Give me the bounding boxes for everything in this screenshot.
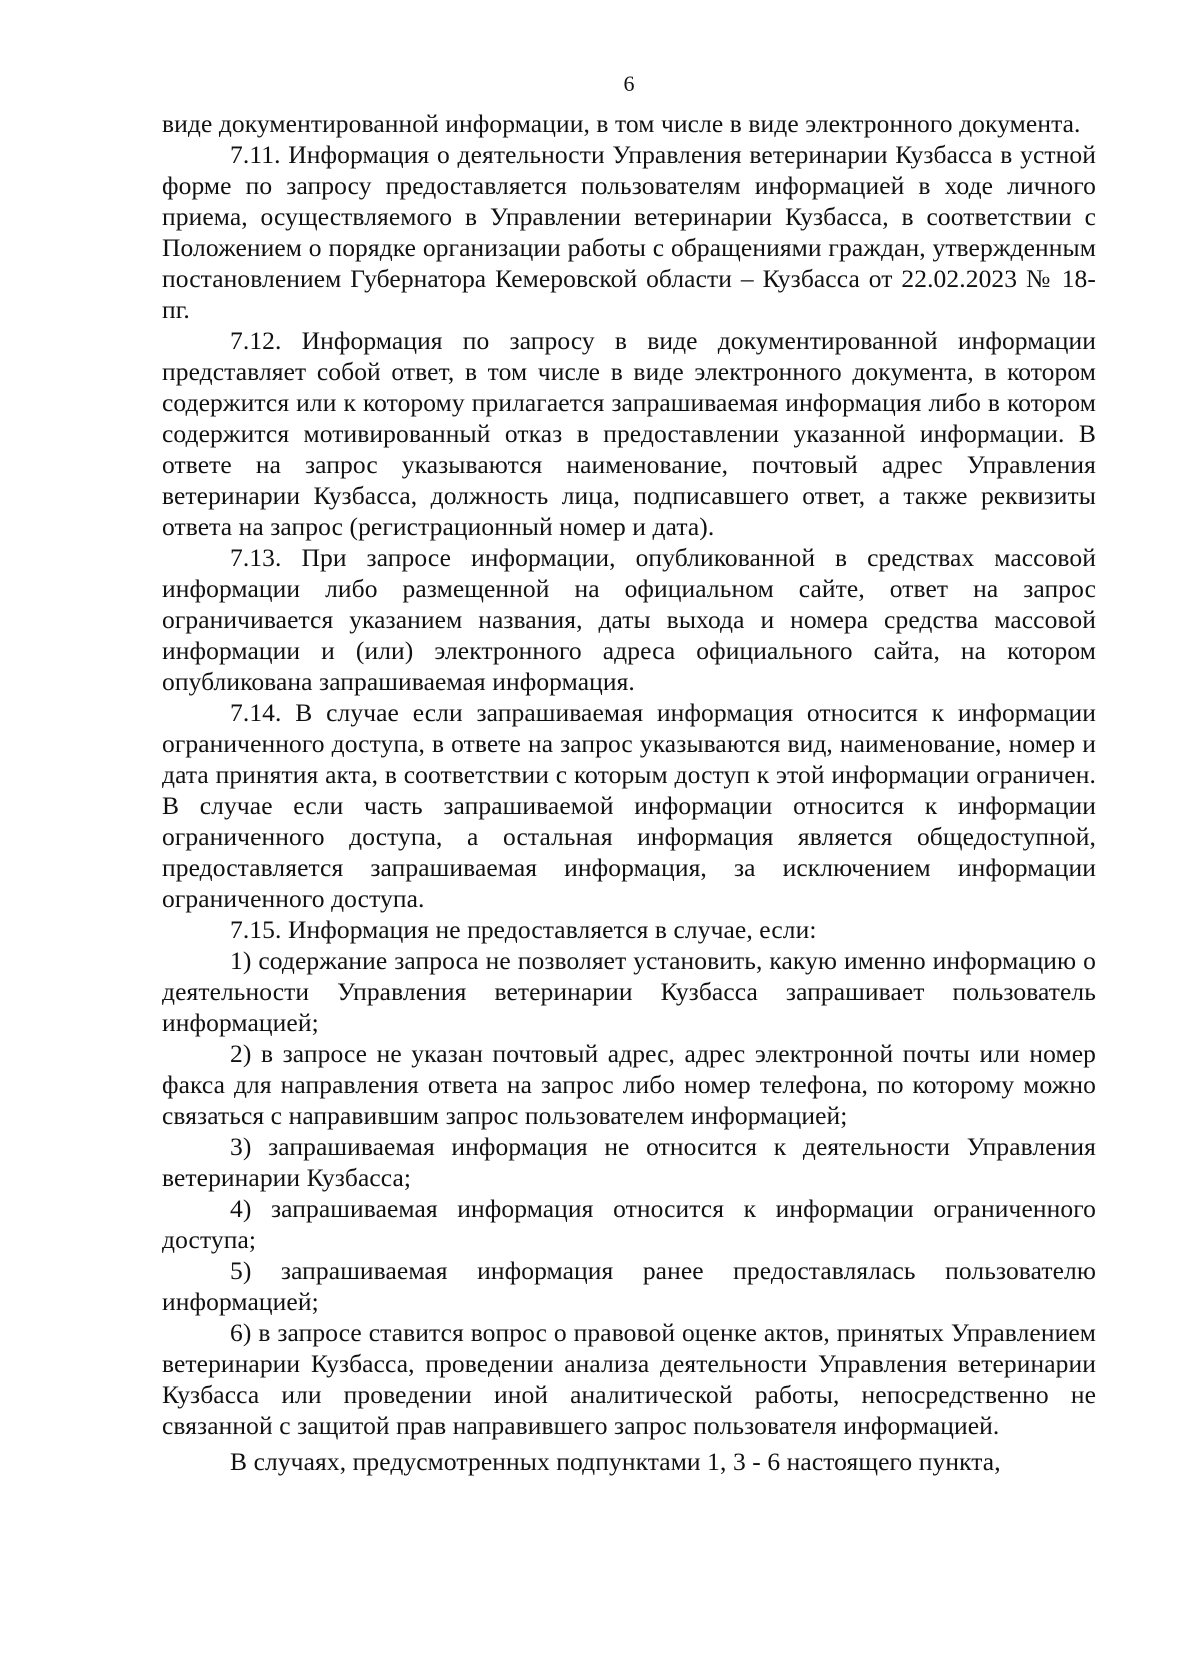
list-item-3: 3) запрашиваемая информация не относится к деятельности Управления ветеринарии Кузбасса; [162, 1132, 1096, 1192]
list-item-6: 6) в запросе ставится вопрос о правовой оценке актов, принятых Управлением ветеринарии Кузбасса, проведении анализа деятельности Управления ветеринарии Кузбасса или проведении иной аналитической работы, непосредственно не связанной с защитой прав направившего запрос пользователя информацией. [162, 1318, 1096, 1440]
paragraph-7-13: 7.13. При запросе информации, опубликованной в средствах массовой информации либо размещенной на официальном сайте, ответ на запрос ограничивается указанием названия, даты выхода и номера средства массовой информации и (или) электронного адреса официального сайта, на котором опубликована запрашиваемая информация. [162, 543, 1096, 696]
list-item-1: 1) содержание запроса не позволяет установить, какую именно информацию о деятельности Управления ветеринарии Кузбасса запрашивает пользователь информацией; [162, 946, 1096, 1037]
paragraph-7-14: 7.14. В случае если запрашиваемая информация относится к информации ограниченного доступа, в ответе на запрос указываются вид, наименование, номер и дата принятия акта, в соответствии с которым доступ к этой информации ограничен. В случае если часть запрашиваемой информации относится к информации ограниченного доступа, а остальная информация является общедоступной, предоставляется запрашиваемая информация, за исключением информации ограниченного доступа. [162, 698, 1096, 913]
list-item-5: 5) запрашиваемая информация ранее предоставлялась пользователю информацией; [162, 1256, 1096, 1316]
list-item-2: 2) в запросе не указан почтовый адрес, адрес электронной почты или номер факса для направления ответа на запрос либо номер телефона, по которому можно связаться с направившим запрос пользователем информацией; [162, 1039, 1096, 1130]
paragraph-final: В случаях, предусмотренных подпунктами 1, 3 - 6 настоящего пункта, [230, 1447, 1001, 1476]
list-item-4: 4) запрашиваемая информация относится к информации ограниченного доступа; [162, 1194, 1096, 1254]
paragraph-7-15: 7.15. Информация не предоставляется в случае, если: [230, 915, 817, 944]
paragraph-7-12: 7.12. Информация по запросу в виде документированной информации представляет собой ответ, в том числе в виде электронного документа, в котором содержится или к которому прилагается запрашиваемая информация либо в котором содержится мотивированный отказ в предоставлении указанной информации. В ответе на запрос указываются наименование, почтовый адрес Управления ветеринарии Кузбасса, должность лица, подписавшего ответ, а также реквизиты ответа на запрос (регистрационный номер и дата). [162, 326, 1096, 541]
page-number: 6 [623, 71, 635, 96]
paragraph-7-11: 7.11. Информация о деятельности Управления ветеринарии Кузбасса в устной форме по запросу предоставляется пользователям информацией в ходе личного приема, осуществляемого в Управлении ветеринарии Кузбасса, в соответствии с Положением о порядке организации работы с обращениями граждан, утвержденным постановлением Губернатора Кемеровской области – Кузбасса от 22.02.2023 № 18-пг. [162, 140, 1096, 324]
paragraph-continuation: виде документированной информации, в том числе в виде электронного документа. [162, 109, 1081, 138]
